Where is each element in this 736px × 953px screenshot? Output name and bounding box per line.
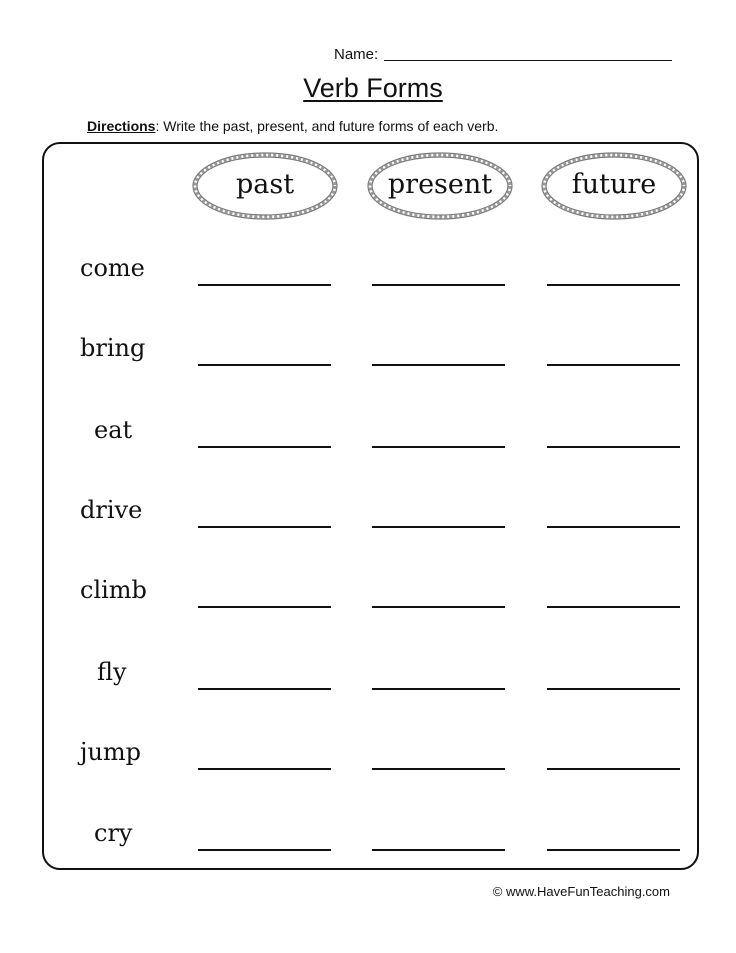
future-answer-blank[interactable] — [547, 768, 680, 770]
column-label-past: past — [235, 169, 295, 200]
column-label-future: future — [571, 169, 657, 200]
verb-row — [42, 563, 699, 623]
verb-label: bring — [80, 334, 146, 362]
past-answer-blank[interactable] — [198, 688, 331, 690]
verb-row — [42, 241, 699, 301]
verb-label: eat — [94, 416, 133, 444]
name-input-line[interactable] — [384, 44, 672, 61]
verb-row — [42, 403, 699, 463]
future-answer-blank[interactable] — [547, 526, 680, 528]
directions — [87, 117, 498, 135]
future-answer-blank[interactable] — [547, 284, 680, 286]
verb-row — [42, 806, 699, 866]
column-label-present: present — [387, 169, 493, 200]
directions-label: Directions — [87, 118, 156, 134]
verb-label: jump — [80, 738, 142, 766]
verb-row — [42, 645, 699, 705]
copyright-text: © www.HaveFunTeaching.com — [492, 884, 670, 899]
present-answer-blank[interactable] — [372, 446, 505, 448]
present-answer-blank[interactable] — [372, 526, 505, 528]
future-answer-blank[interactable] — [547, 606, 680, 608]
future-answer-blank[interactable] — [547, 688, 680, 690]
present-answer-blank[interactable] — [372, 606, 505, 608]
past-answer-blank[interactable] — [198, 284, 331, 286]
verb-row — [42, 483, 699, 543]
column-header-future — [539, 150, 689, 222]
verb-label: fly — [97, 658, 127, 686]
present-answer-blank[interactable] — [372, 284, 505, 286]
future-answer-blank[interactable] — [547, 364, 680, 366]
past-answer-blank[interactable] — [198, 849, 331, 851]
past-answer-blank[interactable] — [198, 768, 331, 770]
directions-text: : Write the past, present, and future forms of each verb. — [155, 118, 499, 134]
page-title: Verb Forms — [303, 73, 443, 103]
present-answer-blank[interactable] — [372, 364, 505, 366]
verb-label: cry — [94, 819, 133, 847]
present-answer-blank[interactable] — [372, 849, 505, 851]
past-answer-blank[interactable] — [198, 606, 331, 608]
future-answer-blank[interactable] — [547, 446, 680, 448]
verb-label: climb — [80, 576, 147, 604]
future-answer-blank[interactable] — [547, 849, 680, 851]
column-header-past — [190, 150, 340, 222]
verb-row — [42, 321, 699, 381]
past-answer-blank[interactable] — [198, 526, 331, 528]
verb-label: drive — [80, 496, 143, 524]
present-answer-blank[interactable] — [372, 768, 505, 770]
column-header-present — [365, 150, 515, 222]
past-answer-blank[interactable] — [198, 364, 331, 366]
present-answer-blank[interactable] — [372, 688, 505, 690]
verb-row — [42, 725, 699, 785]
name-label: Name: — [334, 46, 379, 63]
verb-label: come — [80, 254, 145, 282]
name-row — [334, 42, 672, 64]
past-answer-blank[interactable] — [198, 446, 331, 448]
